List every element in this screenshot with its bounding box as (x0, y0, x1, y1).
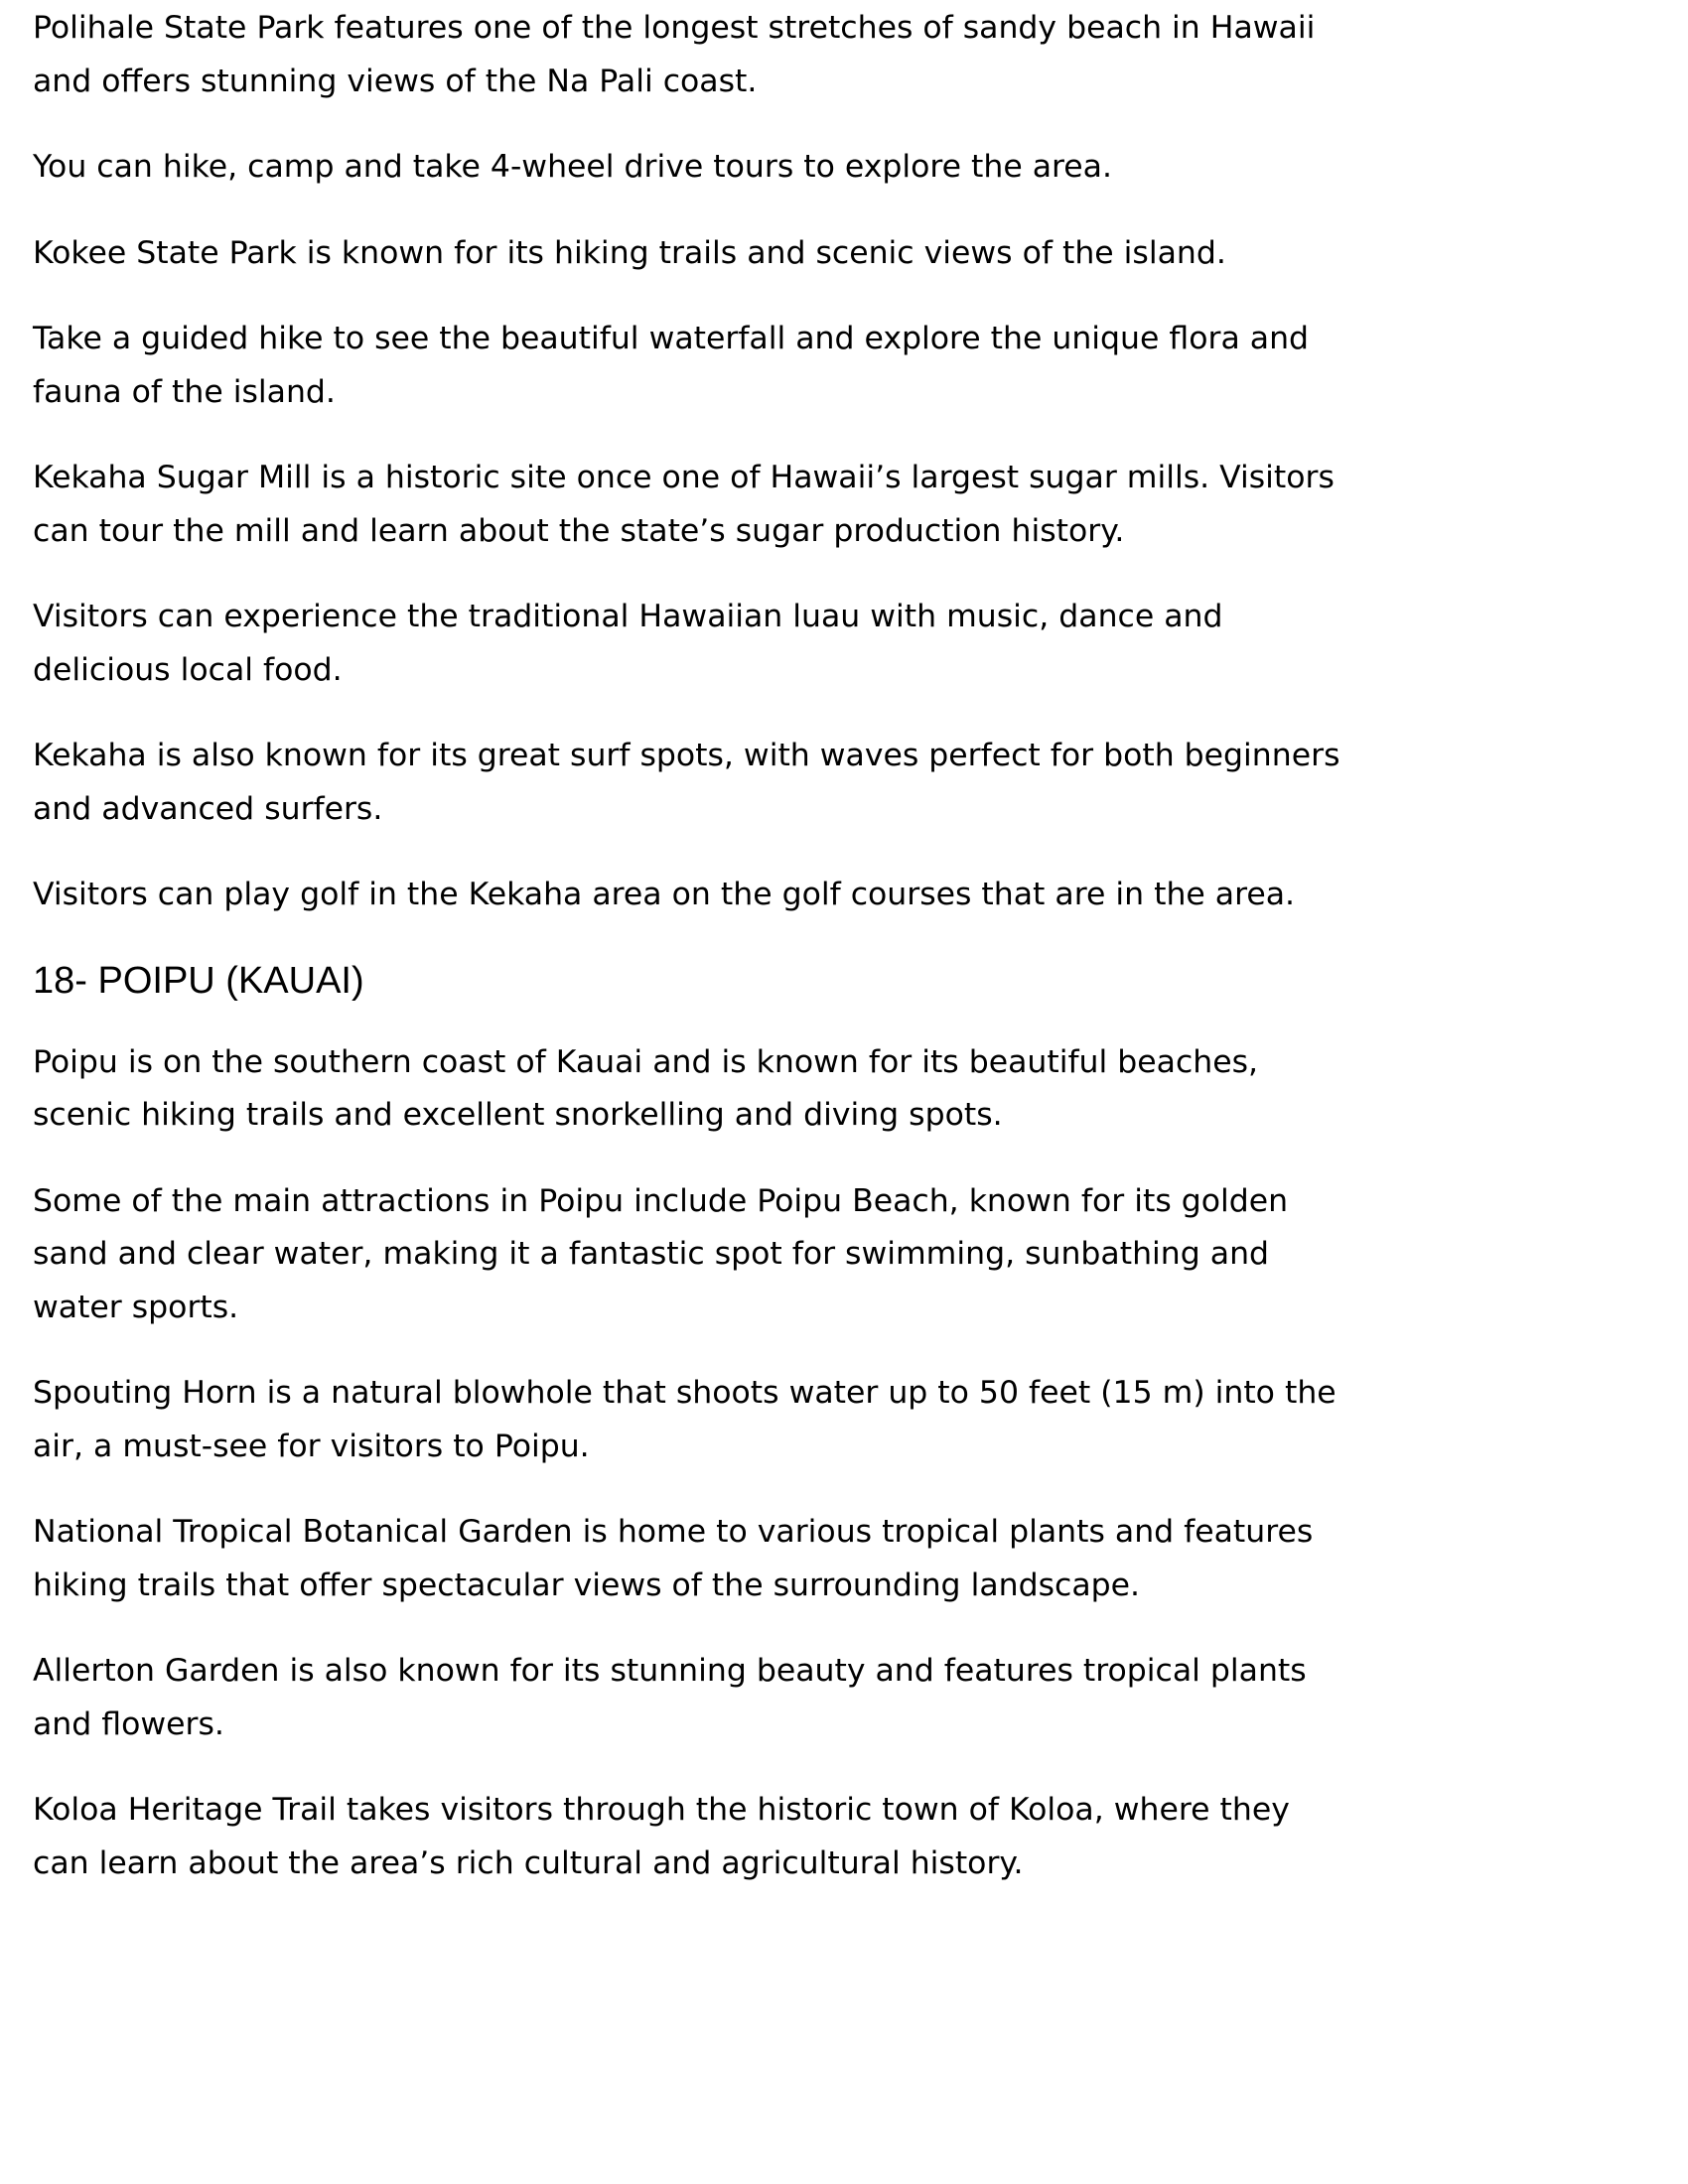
paragraph-surf: Kekaha is also known for its great surf spots, with waves perfect for both beginners and advanced surfers. (33, 738, 1340, 827)
paragraph-poipu-beach: Some of the main attractions in Poipu include Poipu Beach, known for its golden sand and clear water, making it a fantastic spot for swimming, sunbathing and water sports. (33, 1182, 1289, 1325)
paragraph-spouting-horn: Spouting Horn is a natural blowhole that shoots water up to 50 feet (15 m) into the air, a must-see for visitors to Poipu. (33, 1375, 1336, 1464)
paragraph-luau: Visitors can experience the traditional Hawaiian luau with music, dance and delicious local food. (33, 599, 1223, 688)
paragraph-koloa-trail: Koloa Heritage Trail takes visitors through the historic town of Koloa, where they can learn about the area’s rich cultural and agricultural history. (33, 1792, 1290, 1881)
paragraph-guided-hike: Take a guided hike to see the beautiful waterfall and explore the unique flora and fauna of the island. (33, 321, 1310, 410)
paragraph-activities: You can hike, camp and take 4-wheel drive tours to explore the area. (33, 149, 1112, 185)
paragraph-botanical-garden: National Tropical Botanical Garden is home to various tropical plants and features hiking trails that offer spectacular views of the surrounding landscape. (33, 1514, 1314, 1603)
paragraph-kokee: Kokee State Park is known for its hiking trails and scenic views of the island. (33, 234, 1226, 271)
paragraph-polihale: Polihale State Park features one of the longest stretches of sandy beach in Hawaii and offers stunning views of the Na Pali coast. (33, 10, 1316, 99)
paragraph-sugar-mill: Kekaha Sugar Mill is a historic site once one of Hawaii’s largest sugar mills. Visitors can tour the mill and learn about the state’s sugar production history. (33, 460, 1335, 549)
paragraph-allerton-garden: Allerton Garden is also known for its stunning beauty and features tropical plants and flowers. (33, 1653, 1307, 1742)
paragraph-poipu-intro: Poipu is on the southern coast of Kauai and is known for its beautiful beaches, scenic hiking trails and excellent snorkelling and diving spots. (33, 1043, 1259, 1133)
section-heading-poipu: 18- POIPU (KAUAI) (33, 959, 364, 1002)
paragraph-golf: Visitors can play golf in the Kekaha area on the golf courses that are in the area. (33, 877, 1296, 912)
document-page (33, 0, 1353, 1923)
